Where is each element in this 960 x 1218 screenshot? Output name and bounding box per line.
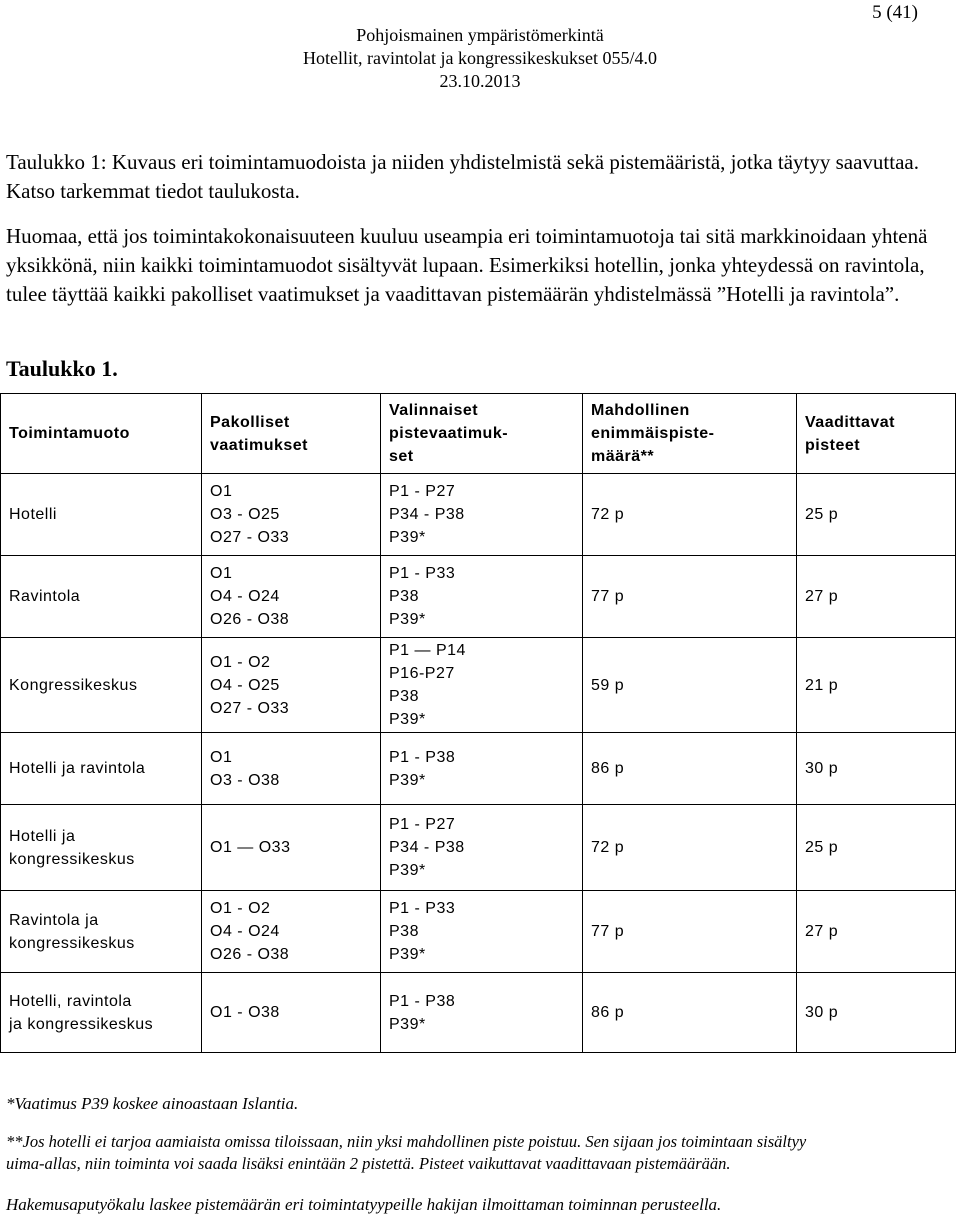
cell-required-points: 27 p: [797, 891, 956, 973]
cell-mandatory: O1 O3 - O25 O27 - O33: [202, 474, 381, 556]
cell-required-points: 27 p: [797, 556, 956, 638]
cell-required-points: 30 p: [797, 973, 956, 1053]
cell-max-points: 72 p: [583, 805, 797, 891]
cell-max-points: 72 p: [583, 474, 797, 556]
footnote-max-points: **Jos hotelli ei tarjoa aamiaista omissa tiloissaan, niin yksi mahdollinen piste poistuu. Sen sijaan jos toimintaan sisältyy uima-allas, niin toiminta voi saada lisäksi enintään 2 pistettä. Pisteet vaikuttavat vaadittavaan pistemäärään.: [6, 1132, 807, 1173]
table-header-row: [1, 394, 956, 474]
cell-required-points: 25 p: [797, 474, 956, 556]
cell-mandatory: O1 O3 - O38: [202, 733, 381, 805]
cell-mandatory: O1 - O38: [202, 973, 381, 1053]
cell-mandatory: O1 O4 - O24 O26 - O38: [202, 556, 381, 638]
cell-required-points: 30 p: [797, 733, 956, 805]
cell-max-points: 86 p: [583, 973, 797, 1053]
cell-form: Hotelli ja kongressikeskus: [1, 805, 202, 891]
cell-form: Ravintola: [1, 556, 202, 638]
footnote-application-tool: Hakemusaputyökalu laskee pistemäärän eri toimintatyypeille hakijan ilmoittaman toiminnan perusteella.: [6, 1195, 722, 1214]
table-title: Taulukko 1.: [6, 356, 118, 381]
cell-optional: P1 - P38 P39*: [381, 733, 583, 805]
header-optional: Valinnaiset pistevaatimuk- set: [381, 394, 583, 474]
header-required-points: Vaadittavat pisteet: [797, 394, 956, 474]
table-row: [1, 638, 956, 733]
cell-form: Hotelli, ravintola ja kongressikeskus: [1, 973, 202, 1053]
table-row: [1, 805, 956, 891]
header-document-title: Hotellit, ravintolat ja kongressikeskukset 055/4.0: [303, 48, 657, 68]
cell-mandatory: O1 - O2 O4 - O24 O26 - O38: [202, 891, 381, 973]
cell-max-points: 77 p: [583, 891, 797, 973]
table-row: [1, 556, 956, 638]
page-number: 5 (41): [872, 2, 918, 23]
cell-form: Kongressikeskus: [1, 638, 202, 733]
header-date: 23.10.2013: [439, 71, 521, 91]
cell-max-points: 86 p: [583, 733, 797, 805]
table-row: [1, 474, 956, 556]
header-max-points: Mahdollinen enimmäispiste- määrä**: [583, 394, 797, 474]
intro-paragraph-1: Taulukko 1: Kuvaus eri toimintamuodoista ja niiden yhdistelmistä sekä pistemääristä, jotka täytyy saavuttaa. Katso tarkemmat tiedot taulukosta.: [6, 150, 919, 203]
cell-optional: P1 - P27 P34 - P38 P39*: [381, 805, 583, 891]
header-form: Toimintamuoto: [1, 394, 202, 474]
table-row: [1, 973, 956, 1053]
header-organisation: Pohjoismainen ympäristömerkintä: [356, 25, 604, 45]
cell-required-points: 21 p: [797, 638, 956, 733]
header-mandatory: Pakolliset vaatimukset: [202, 394, 381, 474]
points-table: [0, 393, 956, 1053]
cell-optional: P1 - P27 P34 - P38 P39*: [381, 474, 583, 556]
intro-paragraph-2: Huomaa, että jos toimintakokonaisuuteen kuuluu useampia eri toimintamuotoja tai sitä markkinoidaan yhtenä yksikkönä, niin kaikki toimintamuodot sisältyvät lupaan. Esimerkiksi hotellin, jonka yhteydessä on ravintola, tulee täyttää kaikki pakolliset vaatimukset ja vaadittavan pistemäärän yhdistelmässä ”Hotelli ja ravintola”.: [6, 224, 928, 306]
cell-form: Ravintola ja kongressikeskus: [1, 891, 202, 973]
cell-mandatory: O1 - O2 O4 - O25 O27 - O33: [202, 638, 381, 733]
intro-text: [6, 148, 951, 309]
cell-form: Hotelli: [1, 474, 202, 556]
cell-form: Hotelli ja ravintola: [1, 733, 202, 805]
table-row: [1, 891, 956, 973]
cell-max-points: 59 p: [583, 638, 797, 733]
document-header: [0, 24, 960, 93]
cell-optional: P1 — P14 P16-P27 P38 P39*: [381, 638, 583, 733]
cell-optional: P1 - P38 P39*: [381, 973, 583, 1053]
cell-required-points: 25 p: [797, 805, 956, 891]
table-row: [1, 733, 956, 805]
cell-max-points: 77 p: [583, 556, 797, 638]
cell-mandatory: O1 — O33: [202, 805, 381, 891]
footnote-p39: *Vaatimus P39 koskee ainoastaan Islantia.: [6, 1094, 299, 1113]
cell-optional: P1 - P33 P38 P39*: [381, 891, 583, 973]
cell-optional: P1 - P33 P38 P39*: [381, 556, 583, 638]
